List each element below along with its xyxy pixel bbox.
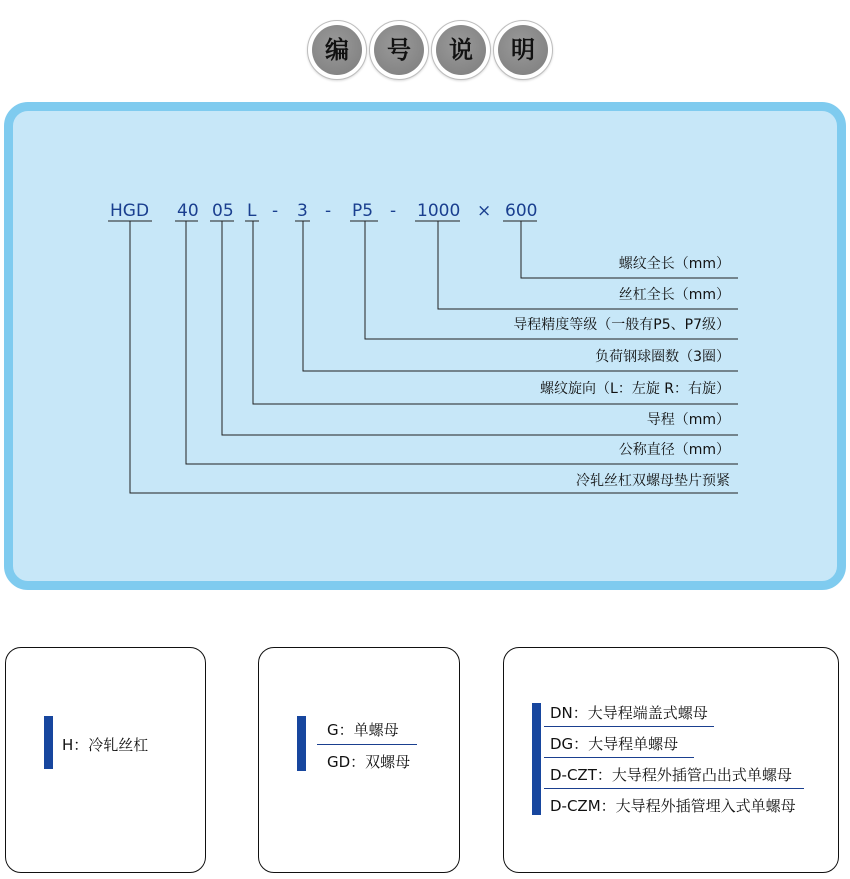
legend-line-g: G：单螺母	[327, 721, 399, 739]
code-part-accuracy: P5	[352, 201, 374, 221]
legend-line-dn: DN：大导程端盖式螺母	[550, 704, 708, 722]
code-part-lead: 05	[212, 201, 234, 221]
title-char-4: 明	[498, 25, 548, 75]
legend-line-d-czm: D-CZM：大导程外插管埋入式单螺母	[550, 797, 796, 815]
code-part-thread-length: 600	[505, 201, 538, 221]
title-char-1: 编	[312, 25, 362, 75]
title-char-2: 号	[374, 25, 424, 75]
desc-accuracy-grade: 导程精度等级（一般有P5、P7级）	[513, 317, 730, 333]
desc-nominal-diameter: 公称直径（mm）	[618, 442, 730, 458]
leader-direction	[253, 221, 738, 404]
legend-line-d-czt: D-CZT：大导程外插管凸出式单螺母	[550, 766, 792, 784]
code-part-model: HGD	[110, 201, 150, 221]
legend-box-large-lead	[503, 647, 839, 873]
title-char-3: 说	[436, 25, 486, 75]
legend-box-rolled-screw	[5, 647, 206, 873]
legend-box-nut-type	[258, 647, 460, 873]
desc-total-length: 丝杠全长（mm）	[618, 287, 730, 303]
desc-lead: 导程（mm）	[646, 412, 730, 428]
code-part-direction: L	[247, 201, 257, 221]
legend-line-dg: DG：大导程单螺母	[550, 735, 679, 753]
desc-thread-length: 螺纹全长（mm）	[618, 256, 730, 272]
code-part-total-length: 1000	[417, 201, 461, 221]
legend-bar	[297, 716, 306, 771]
legend-line-gd: GD：双螺母	[327, 753, 411, 771]
code-part-diameter: 40	[177, 201, 199, 221]
legend-separator	[544, 757, 694, 758]
legend-separator	[317, 744, 417, 745]
desc-thread-direction: 螺纹旋向（L：左旋 R：右旋）	[540, 381, 730, 397]
legend-line-h: H：冷轧丝杠	[62, 736, 149, 754]
code-separator-2: -	[325, 201, 332, 221]
desc-model-type: 冷轧丝杠双螺母垫片预紧	[576, 473, 730, 489]
legend-separator	[544, 788, 804, 789]
legend-bar	[44, 716, 53, 769]
desc-ball-circuits: 负荷钢球圈数（3圈）	[595, 349, 730, 365]
code-multiply-sign: ×	[477, 201, 492, 221]
code-part-circuits: 3	[297, 201, 308, 221]
code-separator-1: -	[272, 201, 279, 221]
legend-bar	[532, 703, 541, 815]
legend-separator	[544, 726, 714, 727]
code-separator-3: -	[390, 201, 397, 221]
